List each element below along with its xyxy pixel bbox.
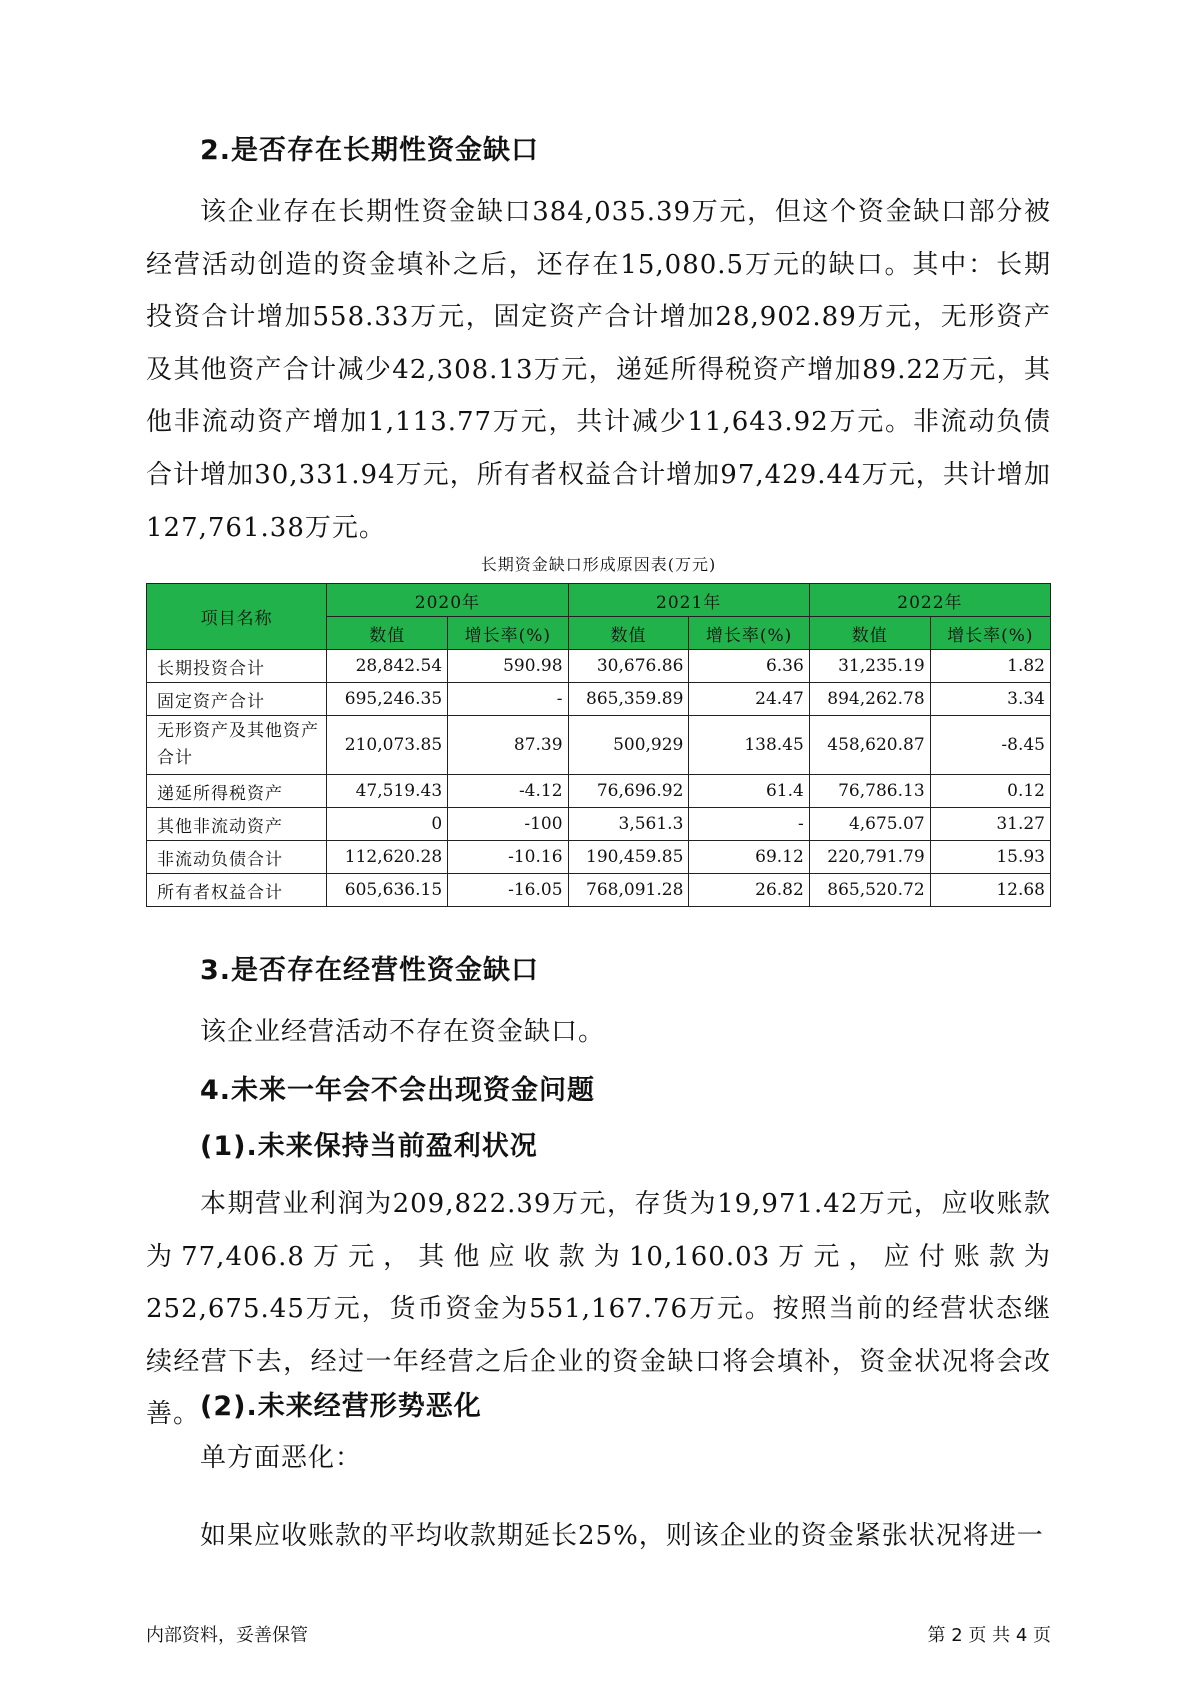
- header-year-2020: 2020年: [327, 584, 568, 617]
- cell: 4,675.07: [809, 808, 930, 841]
- table-row: [147, 841, 1051, 874]
- cell: 12.68: [930, 874, 1050, 907]
- cell: 76,696.92: [568, 775, 689, 808]
- table-row: [147, 808, 1051, 841]
- header-value: 数值: [568, 617, 689, 650]
- row-name: 其他非流动资产: [147, 808, 327, 841]
- cell: 6.36: [689, 650, 809, 683]
- cell: 15.93: [930, 841, 1050, 874]
- header-year-2022: 2022年: [809, 584, 1050, 617]
- cell: 500,929: [568, 716, 689, 775]
- header-value: 数值: [327, 617, 448, 650]
- cell: 590.98: [448, 650, 568, 683]
- cell: 87.39: [448, 716, 568, 775]
- section-4-heading: 4.未来一年会不会出现资金问题: [200, 1075, 596, 1106]
- table-row: [147, 874, 1051, 907]
- cell: -8.45: [930, 716, 1050, 775]
- cell: 76,786.13: [809, 775, 930, 808]
- cell: 768,091.28: [568, 874, 689, 907]
- header-item-name: 项目名称: [147, 584, 327, 650]
- cell: -: [448, 683, 568, 716]
- section-4-1-heading: (1).未来保持当前盈利状况: [200, 1131, 538, 1162]
- cell: 69.12: [689, 841, 809, 874]
- cell: 210,073.85: [327, 716, 448, 775]
- header-growth: 增长率(%): [689, 617, 809, 650]
- header-value: 数值: [809, 617, 930, 650]
- table-row: [147, 716, 1051, 775]
- cell: 3,561.3: [568, 808, 689, 841]
- cell: -16.05: [448, 874, 568, 907]
- table-row: [147, 650, 1051, 683]
- cell: 865,520.72: [809, 874, 930, 907]
- section-4-2-line2: 如果应收账款的平均收款期延长25%，则该企业的资金紧张状况将进一: [200, 1521, 1044, 1551]
- header-year-2021: 2021年: [568, 584, 809, 617]
- cell: 28,842.54: [327, 650, 448, 683]
- header-growth: 增长率(%): [930, 617, 1050, 650]
- row-name: 长期投资合计: [147, 650, 327, 683]
- section-4-1-paragraph: 本期营业利润为209,822.39万元，存货为19,971.42万元，应收账款为77,406.8万元，其他应收款为10,160.03万元，应付账款为252,675.45万元，货币资金为551,167.76万元。按照当前的经营状态继续经营下去，经过一年经营之后企业的资金缺口将会填补，资金状况将会改善。: [146, 1189, 1051, 1430]
- cell: 0.12: [930, 775, 1050, 808]
- cell: 24.47: [689, 683, 809, 716]
- cell: 47,519.43: [327, 775, 448, 808]
- cell: 865,359.89: [568, 683, 689, 716]
- cell: 138.45: [689, 716, 809, 775]
- cell: 31.27: [930, 808, 1050, 841]
- long-term-gap-table: [146, 583, 1051, 907]
- cell: -10.16: [448, 841, 568, 874]
- cell: -4.12: [448, 775, 568, 808]
- cell: 605,636.15: [327, 874, 448, 907]
- row-name: 固定资产合计: [147, 683, 327, 716]
- cell: 30,676.86: [568, 650, 689, 683]
- section-2-paragraph: 该企业存在长期性资金缺口384,035.39万元，但这个资金缺口部分被经营活动创造的资金填补之后，还存在15,080.5万元的缺口。其中：长期投资合计增加558.33万元，固定资产合计增加28,902.89万元，无形资产及其他资产合计减少42,308.13万元，递延所得税资产增加89.22万元，其他非流动资产增加1,113.77万元，共计减少11,643.92万元。非流动负债合计增加30,331.94万元，所有者权益合计增加97,429.44万元，共计增加127,761.38万元。: [146, 197, 1051, 543]
- cell: 190,459.85: [568, 841, 689, 874]
- section-3-paragraph: 该企业经营活动不存在资金缺口。: [200, 1017, 606, 1047]
- section-4-2-heading: (2).未来经营形势恶化: [200, 1391, 482, 1422]
- row-name: 递延所得税资产: [147, 775, 327, 808]
- section-4-2-line1: 单方面恶化：: [200, 1443, 363, 1473]
- cell: 458,620.87: [809, 716, 930, 775]
- header-growth: 增长率(%): [448, 617, 568, 650]
- section-2-heading: 2.是否存在长期性资金缺口: [200, 135, 540, 166]
- row-name: 所有者权益合计: [147, 874, 327, 907]
- cell: 26.82: [689, 874, 809, 907]
- cell: 894,262.78: [809, 683, 930, 716]
- row-name: 无形资产及其他资产合计: [147, 716, 327, 775]
- section-3-heading: 3.是否存在经营性资金缺口: [200, 955, 540, 986]
- row-name: 非流动负债合计: [147, 841, 327, 874]
- cell: -: [689, 808, 809, 841]
- cell: -100: [448, 808, 568, 841]
- cell: 0: [327, 808, 448, 841]
- footer-left: 内部资料，妥善保管: [146, 1625, 308, 1646]
- table-caption: 长期资金缺口形成原因表(万元): [480, 555, 717, 574]
- cell: 112,620.28: [327, 841, 448, 874]
- footer-page-number: 第 2 页 共 4 页: [927, 1625, 1051, 1646]
- cell: 695,246.35: [327, 683, 448, 716]
- cell: 61.4: [689, 775, 809, 808]
- cell: 220,791.79: [809, 841, 930, 874]
- table-row: [147, 775, 1051, 808]
- table-row: [147, 683, 1051, 716]
- cell: 1.82: [930, 650, 1050, 683]
- cell: 3.34: [930, 683, 1050, 716]
- cell: 31,235.19: [809, 650, 930, 683]
